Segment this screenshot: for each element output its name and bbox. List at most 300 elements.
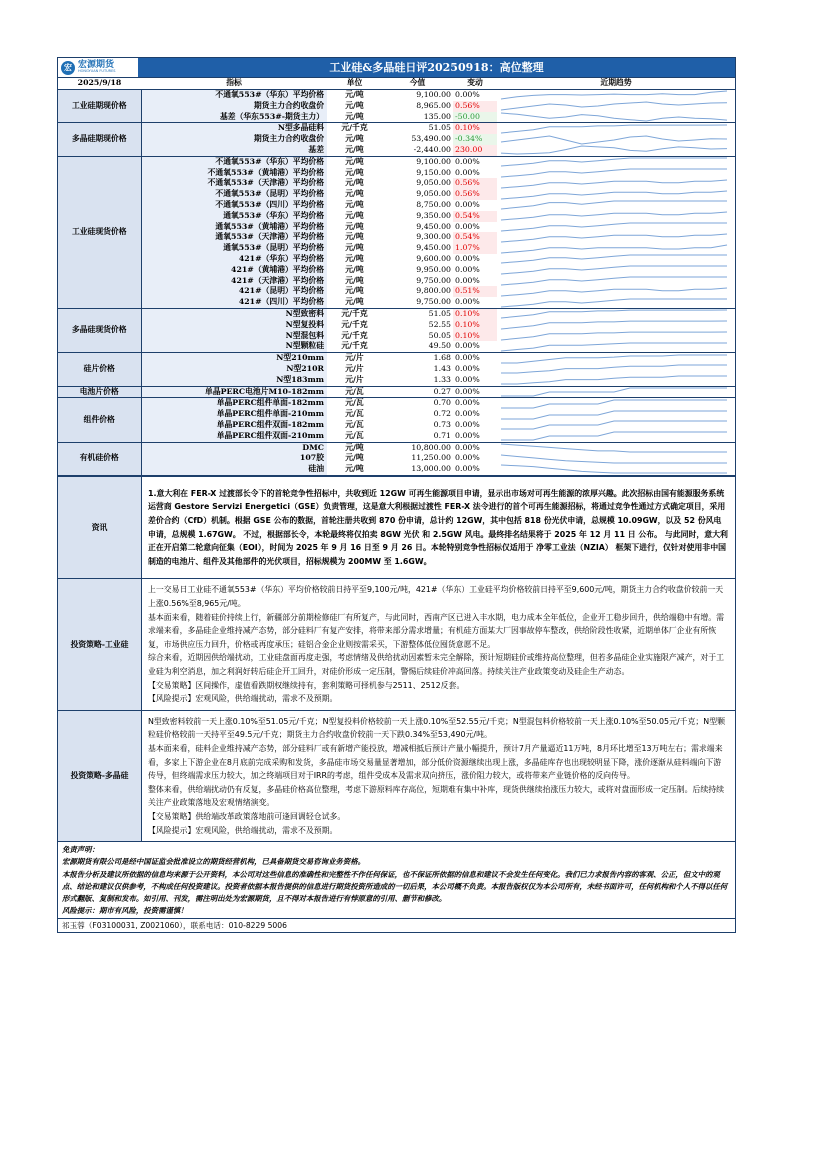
trend-line [501, 400, 727, 408]
trend-cell [497, 90, 735, 101]
unit-cell: 元/千克 [341, 319, 368, 329]
value-cell: 13,000.00 [382, 464, 453, 475]
trend-sparkline [497, 309, 731, 319]
category-label: 多晶硅期现价格 [58, 123, 141, 156]
trend-cell [497, 364, 735, 375]
unit-cell: 元/瓦 [345, 419, 364, 429]
trend-sparkline [497, 420, 731, 430]
unit-cell: 元/瓦 [327, 386, 382, 398]
unit-cell: 元/吨 [345, 210, 364, 220]
section-paragraph: 【交易策略】区间操作，虚值看跌期权继续持有，套利策略可择机参与2511、2512反套。 [148, 680, 465, 690]
table-row [58, 442, 735, 453]
value-cell: 8,965.00 [416, 100, 451, 110]
value-cell: 9,450.00 [416, 243, 451, 253]
change-cell: 0.00% [453, 464, 497, 475]
trend-sparkline [497, 179, 731, 189]
value-cell: 9,350.00 [416, 210, 451, 220]
trend-line [501, 432, 727, 440]
table-row [58, 211, 735, 222]
trend-line [501, 332, 727, 340]
trend-cell [497, 112, 735, 123]
trend-sparkline [497, 90, 731, 100]
table-row [58, 297, 735, 308]
value-cell: 9,050.00 [416, 178, 451, 188]
value-cell: 53,490.00 [411, 134, 451, 144]
change-cell: 0.10% [453, 320, 497, 331]
section-paragraph: 1.意大利在 FER-X 过渡部长令下的首轮竞争性招标中，共收到近 12GW 可再生能源项目申请，显示出市场对可再生能源的浓厚兴趣。此次招标由国有能源服务系统运营商 Gestore Servizi Energetici（GSE）负责管理，这是意大利根据过渡性 FER-X 法令进行的首个可再生能源招标，将通过竞争性通过方式确定项目，采用差价合约（CfD）机制。根据 GSE 公布的数据，首轮注册共收到 870 份申请，总计约 12GW，其中包括 818 份光伏申请，总规模 10.09GW，以及 52 份风电申请，总规模 1.67GW。 不过，根据部长令，本轮最终将仅拍卖 8GW 光伏 和 2.5GW 风电。最终排名结果将于 2025 年 12 月 11 日 公布。 与此同时，意大利正在开启第二轮意向征集（EOI），时间为 2025 年 9 月 16 日至 9 月 26 日。本轮特别竞争性招标仅适用于 净零工业法（NZIA） 框架下进行，仅针对使用非中国制造的电池片、组件及其他部件的光伏项目，招标规模为 200MW 至 1.6GW。 [148, 488, 728, 566]
trend-sparkline [497, 364, 731, 374]
unit-header: 单位 [327, 78, 382, 90]
value-cell: 8,750.00 [416, 199, 451, 209]
section-paragraph: 【交易策略】供给端改革政策落地前可逢回调轻仓试多。 [148, 811, 346, 821]
section-body [142, 477, 735, 579]
unit-cell: 元/吨 [345, 167, 364, 177]
company-logo [58, 58, 138, 77]
category-label: 工业硅期现价格 [58, 90, 141, 123]
indicator-name: 不通氧553#（华东）平均价格 [141, 90, 327, 101]
indicator-name: 不通氧553#（华东）平均价格 [141, 156, 327, 167]
trend-line [501, 376, 727, 384]
indicator-name: 单晶PERC组件双面-182mm [141, 420, 327, 431]
section-paragraph: 综合来看，近期因供给端扰动，工业硅盘面再度走强，考虑情绪及供给扰动因素暂未完全解除，预计短期硅价或维持高位整理，但若多晶硅企业实施限产减产，对于工业硅为利空消息，加之利润好转后硅企开工回升，对硅价形成一定压制，警惕后续硅价冲高回落。持续关注产业政策变动及硅企生产动态。 [148, 653, 725, 677]
change-cell: 0.10% [453, 123, 497, 134]
change-cell: 0.00% [455, 363, 480, 373]
unit-cell: 元/片 [345, 353, 364, 363]
change-cell: 0.00% [455, 253, 480, 263]
logo-cn-text: 宏源期货 [78, 60, 115, 71]
trend-sparkline [497, 375, 731, 385]
trend-sparkline [497, 410, 731, 420]
trend-line [501, 91, 727, 99]
value-cell: 1.68 [433, 353, 451, 363]
trend-cell [497, 420, 735, 431]
section-body [142, 711, 735, 841]
unit-cell: 元/片 [327, 375, 382, 386]
unit-cell: 元/吨 [345, 221, 364, 231]
unit-cell: 元/吨 [345, 286, 364, 296]
price-table [58, 78, 735, 476]
trend-line [501, 444, 727, 452]
section-paragraph: 整体来看，供给端扰动仍有反复，多晶硅价格高位整理，考虑下游原料库存高位，短期难有集中补库，现货供继续抬涨压力较大，或将对盘面形成一定压制。后续持续关注产业政策落地及宏观情绪演变。 [148, 784, 725, 808]
change-cell: 0.10% [453, 331, 497, 342]
report-title: 工业硅&多晶硅日评20250918：高位整理 [138, 58, 735, 77]
trend-cell [497, 156, 735, 167]
trend-cell [497, 189, 735, 200]
indicator-name: 不通氧553#（黄埔港）平均价格 [141, 168, 327, 179]
trend-sparkline [497, 443, 731, 453]
change-cell: 0.00% [453, 341, 497, 352]
logo-icon: 宏 [61, 61, 75, 75]
trend-sparkline [497, 124, 731, 134]
trend-line [501, 288, 727, 296]
value-cell: 0.72 [433, 409, 451, 419]
change-cell: 0.56% [453, 178, 497, 189]
disclaimer-line: 免责声明： [62, 845, 99, 855]
indicator-name: 期货主力合约收盘价 [141, 134, 327, 145]
trend-cell [497, 123, 735, 134]
table-row [58, 375, 735, 386]
change-cell: 0.54% [453, 232, 497, 243]
table-header-row [58, 78, 735, 90]
unit-cell: 元/吨 [327, 112, 382, 123]
unit-cell: 元/吨 [345, 199, 364, 209]
indicator-name: 单晶PERC电池片M10-182mm [141, 386, 327, 398]
unit-cell: 元/片 [345, 363, 364, 373]
value-cell: 135.00 [382, 112, 453, 123]
value-cell: 10,800.00 [411, 442, 451, 452]
trend-cell [497, 168, 735, 179]
trend-sparkline [497, 211, 731, 221]
trend-sparkline [497, 101, 731, 111]
category-label: 硅片价格 [58, 353, 141, 386]
indicator-name: 421#（黄埔港）平均价格 [141, 265, 327, 276]
trend-line [501, 234, 727, 242]
unit-cell: 元/瓦 [345, 409, 364, 419]
value-cell: 1.33 [382, 375, 453, 386]
value-cell: 9,300.00 [416, 232, 451, 242]
indicator-name: 421#（四川）平均价格 [141, 297, 327, 308]
change-cell: 0.00% [455, 221, 480, 231]
trend-line [501, 465, 727, 473]
table-row [58, 331, 735, 342]
trend-line [501, 146, 727, 154]
trend-line [501, 388, 727, 396]
table-row [58, 90, 735, 101]
unit-cell: 元/吨 [327, 464, 382, 475]
table-row [58, 398, 735, 409]
change-cell: -0.34% [453, 134, 497, 145]
date-header: 2025/9/18 [58, 78, 141, 90]
trend-sparkline [497, 331, 731, 341]
trend-cell [497, 442, 735, 453]
value-cell: 51.05 [428, 308, 451, 318]
value-cell: 9,100.00 [416, 90, 451, 99]
trend-cell [497, 222, 735, 233]
trend-line [501, 255, 727, 263]
trend-line [501, 277, 727, 285]
unit-cell: 元/吨 [345, 275, 364, 285]
table-row [58, 386, 735, 398]
trend-cell [497, 353, 735, 364]
unit-cell: 元/瓦 [327, 431, 382, 442]
trend-sparkline [497, 157, 731, 167]
change-cell: 0.00% [455, 264, 480, 274]
trend-line [501, 310, 727, 318]
change-cell: 0.51% [453, 286, 497, 297]
text-sections [58, 476, 735, 841]
table-row [58, 286, 735, 297]
indicator-name: 421#（华东）平均价格 [141, 254, 327, 265]
trend-sparkline [497, 135, 731, 145]
indicator-name: DMC [141, 442, 327, 453]
trend-line [501, 180, 727, 188]
change-cell: 0.00% [453, 297, 497, 308]
trend-sparkline [497, 254, 731, 264]
trend-cell [497, 398, 735, 409]
table-row [58, 276, 735, 287]
trend-sparkline [497, 387, 731, 397]
value-header: 今值 [382, 78, 453, 90]
section-category: 投资策略-工业硅 [58, 579, 142, 709]
table-row [58, 308, 735, 319]
trend-line [501, 299, 727, 307]
unit-cell: 元/吨 [345, 189, 364, 199]
indicator-name: 单晶PERC组件双面-210mm [141, 431, 327, 442]
table-row [58, 320, 735, 331]
table-row [58, 243, 735, 254]
change-cell: 0.00% [455, 419, 480, 429]
change-cell: 0.00% [455, 353, 480, 363]
trend-cell [497, 386, 735, 398]
change-cell: 0.00% [453, 375, 497, 386]
table-row [58, 168, 735, 179]
section-paragraph: 基本面来看，硅料企业维持减产态势，部分硅料厂或有新增产能投放，增减相抵后预计产量小幅提升，预计7月产量逼近11万吨，8月环比增至13万吨左右；需求端来看，多家上下游企业在8月底前完成采购和发货，多晶硅市场交易量显著增加，部分低价资源继续出现上涨，多晶硅库存也出现较明显下降，涨价逐渐从硅料端向下游传导，但终端需求压力较大，加之终端项目对于IRR的考虑，组件受成本及需求双向挤压，涨价阻力较大，或将带来产业链价格的反向传导。 [148, 743, 723, 781]
section-paragraph: 【风险提示】宏观风险，供给端扰动，需求不及预期。 [148, 825, 338, 835]
report-sheet [57, 57, 736, 933]
table-row [58, 254, 735, 265]
trend-line [501, 223, 727, 231]
indicator-name: 基差（华东553#-期货主力） [141, 112, 327, 123]
category-label: 工业硅现货价格 [58, 156, 141, 308]
indicator-name: 不通氧553#（四川）平均价格 [141, 200, 327, 211]
value-cell: -2,440.00 [382, 145, 453, 156]
trend-line [501, 266, 727, 274]
trend-sparkline [497, 287, 731, 297]
table-row [58, 409, 735, 420]
indicator-name: 通氧553#（天津港）平均价格 [141, 232, 327, 243]
indicator-name: 通氧553#（华东）平均价格 [141, 211, 327, 222]
change-cell: 0.00% [455, 199, 480, 209]
category-label: 多晶硅现货价格 [58, 308, 141, 352]
table-row [58, 222, 735, 233]
category-label: 组件价格 [58, 398, 141, 442]
header-bar [58, 58, 735, 78]
trend-sparkline [497, 112, 731, 122]
change-cell: 0.00% [455, 409, 480, 419]
value-cell: 11,250.00 [411, 453, 451, 463]
unit-cell: 元/千克 [341, 308, 368, 318]
section-category: 资讯 [58, 477, 142, 579]
value-cell: 9,750.00 [382, 297, 453, 308]
trend-line [501, 355, 727, 363]
trend-cell [497, 254, 735, 265]
value-cell: 49.50 [382, 341, 453, 352]
trend-line [501, 245, 727, 253]
trend-sparkline [497, 354, 731, 364]
indicator-name: N型复投料 [141, 320, 327, 331]
unit-cell: 元/吨 [345, 100, 364, 110]
trend-line [501, 201, 727, 209]
unit-cell: 元/千克 [327, 341, 382, 352]
unit-cell: 元/吨 [345, 253, 364, 263]
table-row [58, 134, 735, 145]
table-row [58, 364, 735, 375]
trend-cell [497, 243, 735, 254]
trend-sparkline [497, 265, 731, 275]
indicator-name: 通氧553#（黄埔港）平均价格 [141, 222, 327, 233]
trend-sparkline [497, 320, 731, 330]
section-category: 投资策略-多晶硅 [58, 711, 142, 841]
trend-sparkline [497, 145, 731, 155]
unit-cell: 元/瓦 [345, 398, 364, 408]
trend-sparkline [497, 298, 731, 308]
indicator-name: N型颗粒硅 [141, 341, 327, 352]
value-cell: 9,450.00 [416, 221, 451, 231]
unit-cell: 元/吨 [327, 297, 382, 308]
category-label: 有机硅价格 [58, 442, 141, 475]
table-row [58, 431, 735, 442]
indicator-name: 不通氧553#（天津港）平均价格 [141, 178, 327, 189]
change-cell: 0.00% [453, 386, 497, 398]
trend-line [501, 212, 727, 220]
table-row [58, 189, 735, 200]
trend-cell [497, 375, 735, 386]
indicator-name: N型183mm [141, 375, 327, 386]
trend-line [501, 411, 727, 419]
text-section [58, 476, 735, 579]
value-cell: 0.71 [382, 431, 453, 442]
trend-sparkline [497, 431, 731, 441]
indicator-name: 107胶 [141, 453, 327, 464]
change-cell: 0.00% [455, 275, 480, 285]
change-cell: 230.00 [453, 145, 497, 156]
unit-cell: 元/吨 [345, 178, 364, 188]
section-paragraph: 【风险提示】宏观风险，供给端扰动，需求不及预期。 [148, 694, 338, 704]
section-body [142, 579, 735, 709]
value-cell: 50.05 [428, 330, 451, 340]
indicator-name: 不通氧553#（昆明）平均价格 [141, 189, 327, 200]
unit-cell: 元/吨 [345, 243, 364, 253]
unit-cell: 元/吨 [345, 442, 364, 452]
trend-sparkline [497, 244, 731, 254]
trend-line [501, 421, 727, 429]
trend-sparkline [497, 200, 731, 210]
value-cell: 9,600.00 [416, 253, 451, 263]
trend-line [501, 455, 727, 463]
change-cell: 0.00% [455, 156, 480, 166]
value-cell: 0.73 [433, 419, 451, 429]
unit-cell: 元/吨 [345, 453, 364, 463]
section-paragraph: 基本面来看，随着硅价持续上行，新疆部分前期检修硅厂有所复产，与此同时，西南产区已进入丰水期，电力成本全年低位，企业开工稳步回升，供给端稳中有增。需求端来看，多晶硅企业维持减产态势，部分硅料厂有复产安排，将带来部分需求增量；有机硅方面某大厂因事故停车整改，供给阶段性收紧，近期单体厂企业有所恢复，市场供应压力回升，价格或再度承压；硅铝合金企业则按需采买，下游整体低位囤货意愿不足。 [148, 612, 725, 649]
table-row [58, 464, 735, 475]
trend-sparkline [497, 276, 731, 286]
change-cell: 0.00% [455, 398, 480, 408]
change-cell: 0.00% [455, 90, 480, 99]
table-row [58, 420, 735, 431]
value-cell: 9,050.00 [416, 189, 451, 199]
value-cell: 51.05 [428, 123, 451, 133]
table-row [58, 232, 735, 243]
table-row [58, 145, 735, 156]
table-row [58, 101, 735, 112]
change-cell: 0.54% [453, 211, 497, 222]
unit-cell: 元/吨 [345, 156, 364, 166]
indicator-name: 421#（天津港）平均价格 [141, 276, 327, 287]
change-cell: 0.56% [453, 101, 497, 112]
trend-cell [497, 232, 735, 243]
trend-cell [497, 453, 735, 464]
trend-line [501, 125, 727, 133]
change-cell: -50.00 [453, 112, 497, 123]
value-cell: 9,950.00 [416, 264, 451, 274]
unit-cell: 元/吨 [345, 90, 364, 99]
table-row [58, 265, 735, 276]
unit-cell: 元/吨 [345, 134, 364, 144]
trend-line [501, 321, 727, 329]
value-cell: 52.55 [428, 319, 451, 329]
indicator-header: 指标 [141, 78, 327, 90]
trend-line [501, 169, 727, 177]
trend-sparkline [497, 464, 731, 474]
table-row [58, 341, 735, 352]
trend-line [501, 113, 727, 121]
change-cell: 0.10% [453, 308, 497, 319]
change-cell: 0.00% [455, 167, 480, 177]
trend-header: 近期趋势 [497, 78, 735, 90]
value-cell: 9,800.00 [416, 286, 451, 296]
value-cell: 9,150.00 [416, 167, 451, 177]
disclaimer-line: 宏源期货有限公司是经中国证监会批准设立的期货经营机构，已具备期货交易咨询业务资格。 [62, 857, 366, 867]
indicator-name: 基差 [141, 145, 327, 156]
trend-sparkline [497, 190, 731, 200]
trend-sparkline [497, 222, 731, 232]
table-row [58, 178, 735, 189]
category-label: 电池片价格 [58, 386, 141, 398]
text-section [58, 578, 735, 709]
change-cell: 1.07% [453, 243, 497, 254]
table-body [58, 90, 735, 476]
table-row [58, 123, 735, 134]
indicator-name: N型210R [141, 364, 327, 375]
value-cell: 0.70 [433, 398, 451, 408]
change-cell: 0.00% [455, 453, 480, 463]
indicator-name: N型混包料 [141, 331, 327, 342]
trend-cell [497, 145, 735, 156]
text-section [58, 710, 735, 841]
table-row [58, 353, 735, 364]
indicator-name: 期货主力合约收盘价 [141, 101, 327, 112]
change-cell: 0.00% [455, 442, 480, 452]
trend-cell [497, 286, 735, 297]
trend-sparkline [497, 454, 731, 464]
indicator-name: 421#（昆明）平均价格 [141, 286, 327, 297]
trend-sparkline [497, 168, 731, 178]
trend-cell [497, 200, 735, 211]
table-row [58, 200, 735, 211]
trend-line [501, 136, 727, 144]
trend-cell [497, 211, 735, 222]
change-cell: 0.00% [453, 431, 497, 442]
disclaimer-line: 风险提示：期市有风险，投资需谨慎！ [62, 906, 188, 916]
change-header: 变动 [453, 78, 497, 90]
disclaimer [58, 841, 735, 918]
trend-sparkline [497, 233, 731, 243]
trend-cell [497, 464, 735, 475]
value-cell: 9,750.00 [416, 275, 451, 285]
section-paragraph: 上一交易日工业硅不通氧553#（华东）平均价格较前日持平至9,100元/吨，421#（华东）工业硅平均价格较前日持平至9,600元/吨，期货主力合约收盘价较前一天上涨0.56%至8,965元/吨。 [148, 585, 724, 609]
logo-en-text: HONGYUAN FUTURES [78, 69, 116, 74]
trend-cell [497, 308, 735, 319]
trend-cell [497, 265, 735, 276]
trend-cell [497, 431, 735, 442]
trend-cell [497, 276, 735, 287]
analyst-footer: 祁玉蓉（F03100031, Z0021060），联系电话：010-8229 5006 [58, 918, 735, 932]
trend-line [501, 158, 727, 166]
trend-line [501, 365, 727, 373]
trend-cell [497, 134, 735, 145]
trend-cell [497, 320, 735, 331]
trend-cell [497, 341, 735, 352]
